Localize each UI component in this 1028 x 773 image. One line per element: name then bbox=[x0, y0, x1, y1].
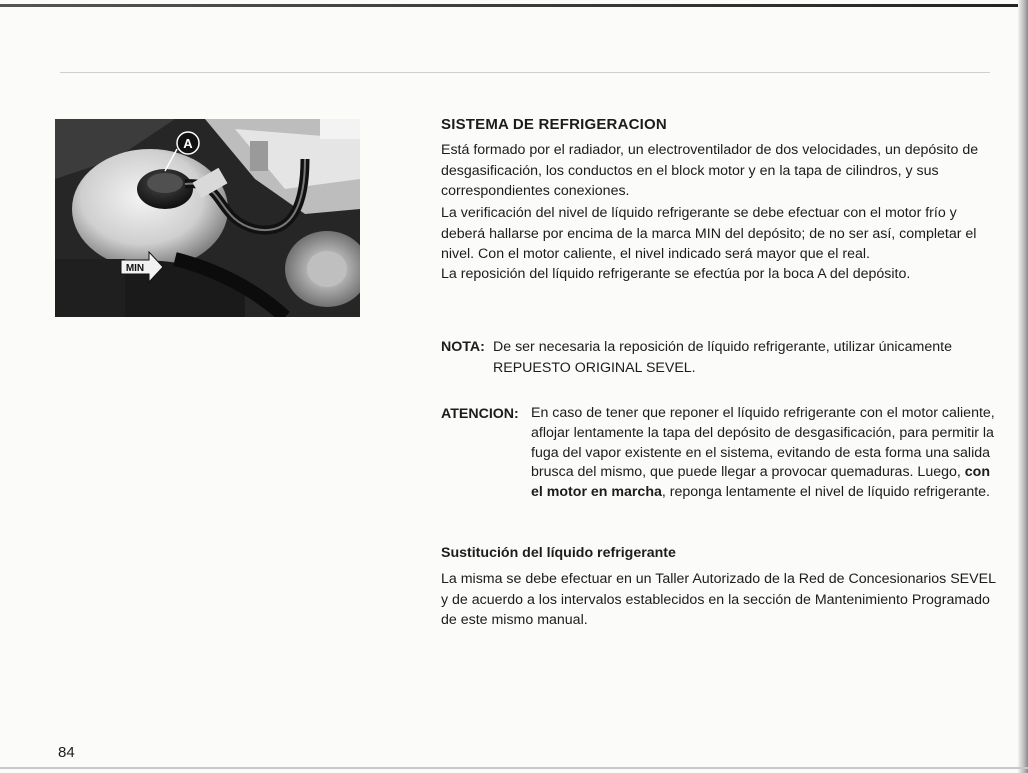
page-edge-shadow bbox=[1018, 0, 1028, 773]
header-rule bbox=[60, 72, 990, 73]
section-title: SISTEMA DE REFRIGERACION bbox=[441, 116, 667, 133]
nota-label: NOTA: bbox=[441, 339, 485, 355]
atencion-text-end: , reponga lentamente el nivel de líquido refrigerante. bbox=[661, 484, 990, 501]
nota-text: De ser necesaria la reposición de líquido refrigerante, utilizar únicamente REPUESTO ORIGINAL SEVEL. bbox=[493, 339, 952, 376]
engine-photo-illustration bbox=[55, 119, 360, 317]
atencion-label: ATENCION: bbox=[441, 406, 519, 422]
sustitucion-text: La misma se debe efectuar en un Taller Autorizado de la Red de Concesionarios SEVEL y de acuerdo a los intervalos establecidos en la sección de Mantenimiento Programado de este mismo manual. bbox=[441, 571, 996, 628]
atencion-text bbox=[531, 404, 999, 503]
page-number: 84 bbox=[58, 744, 75, 761]
atencion-text-bold: con el motor en marcha bbox=[531, 464, 990, 501]
bottom-rule bbox=[0, 767, 1028, 769]
atencion-text-start: En caso de tener que reponer el líquido refrigerante con el motor caliente, aflojar lentamente la tapa del depósito de desgasificación, para permitir la fuga del vapor existente en el sistema, evitando de esta forma una salida brusca del mismo, que puede llegar a provocar quemaduras. Luego, bbox=[531, 405, 995, 481]
callout-a-label: A bbox=[183, 136, 193, 151]
sustitucion-title: Sustitución del líquido refrigerante bbox=[441, 545, 676, 561]
section-paragraph-1: Está formado por el radiador, un electroventilador de dos velocidades, un depósito de desgasificación, los conductos en el block motor y en la tapa de cilindros, y sus correspondientes conexiones. bbox=[441, 142, 979, 199]
engine-photo bbox=[55, 119, 360, 317]
section-paragraph-3: La reposición del líquido refrigerante se efectúa por la boca A del depósito. bbox=[441, 266, 911, 282]
callout-min-label: MIN bbox=[125, 263, 145, 274]
section-paragraph-2: La verificación del nivel de líquido refrigerante se debe efectuar con el motor frío y deberá hallarse por encima de la marca MIN del depósito; de no ser así, completar el nivel. Con el motor caliente, el nivel indicado será mayor que el real. bbox=[441, 205, 977, 262]
top-rule bbox=[0, 4, 1028, 7]
